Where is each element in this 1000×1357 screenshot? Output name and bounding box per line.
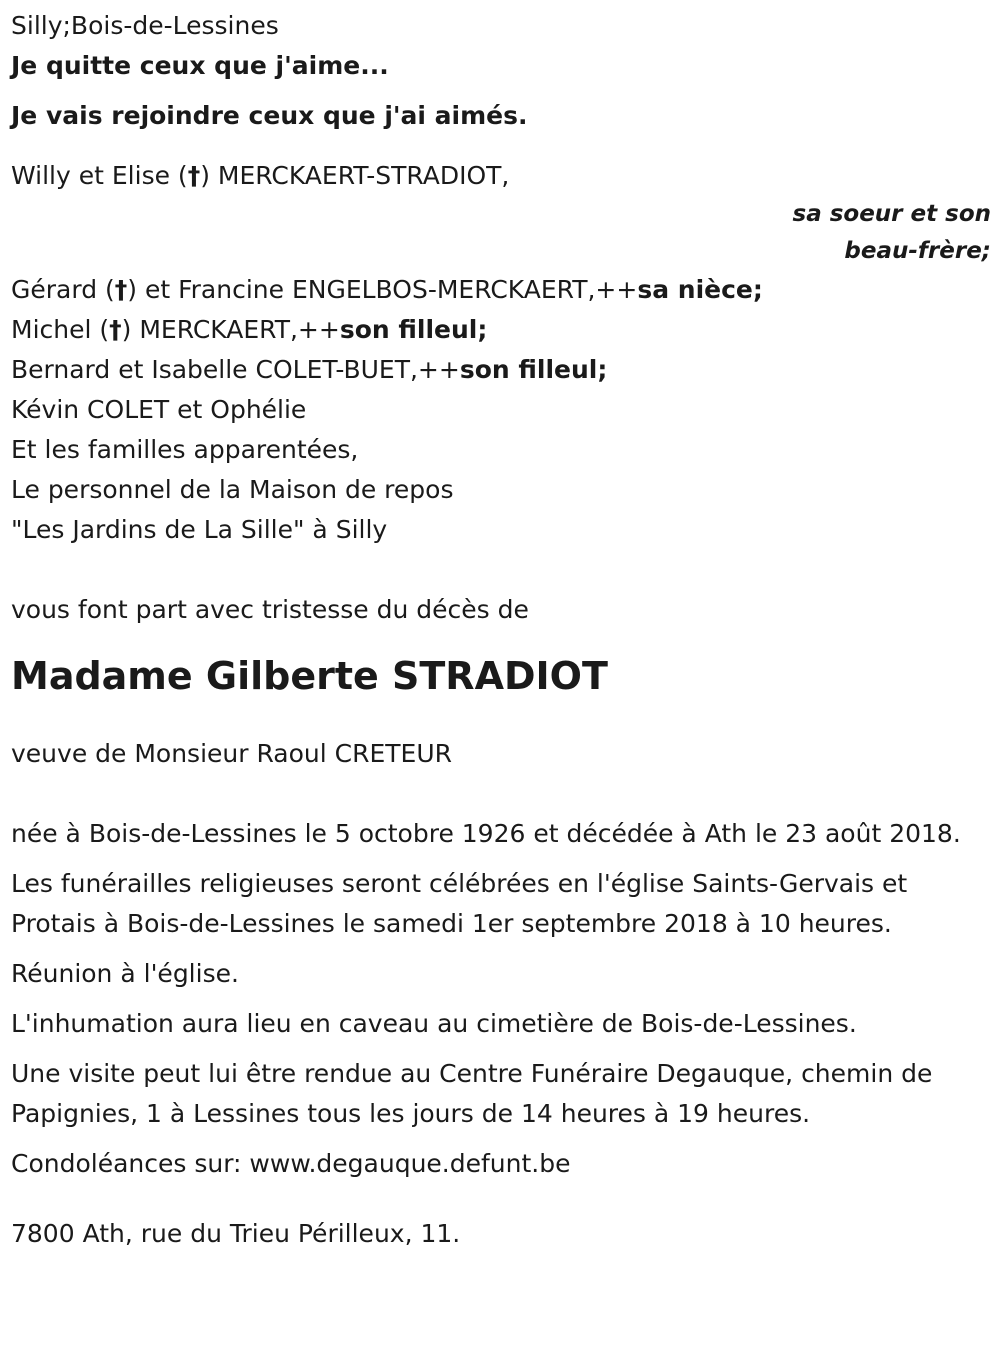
- member-name-post: ) et Francine ENGELBOS-MERCKAERT,++: [127, 275, 638, 304]
- funeral-details: Les funérailles religieuses seront célébrées en l'église Saints-Gervais et Protais à Bois-de-Lessines le samedi 1er septembre 2018 à 10 heures.: [11, 869, 908, 938]
- member-relation: sa nièce;: [637, 275, 763, 304]
- relation-line-1: sa soeur et son: [792, 201, 991, 227]
- relation-willy: [11, 196, 991, 270]
- member-name-pre: Willy et Elise (: [11, 161, 188, 190]
- staff-line-1: Le personnel de la Maison de repos: [11, 475, 454, 504]
- staff-line-2: "Les Jardins de La Sille" à Silly: [11, 515, 388, 544]
- announcement: vous font part avec tristesse du décès de: [11, 595, 529, 624]
- burial-details: L'inhumation aura lieu en caveau au cimetière de Bois-de-Lessines.: [11, 1009, 857, 1038]
- family-member-willy: [11, 156, 991, 196]
- family-member-bernard: [11, 350, 991, 390]
- family-member-michel: [11, 310, 991, 350]
- address-line: 7800 Ath, rue du Trieu Périlleux, 11.: [11, 1219, 461, 1248]
- family-member-gerard: [11, 270, 991, 310]
- motto-line-1: Je quitte ceux que j'aime...: [11, 51, 389, 80]
- location-header: Silly;Bois-de-Lessines: [11, 11, 279, 40]
- obituary-notice: [11, 6, 991, 1254]
- member-relation: son filleul;: [459, 355, 608, 384]
- member-name-post: ) MERCKAERT-STRADIOT,: [200, 161, 510, 190]
- cross-icon: †: [114, 275, 128, 304]
- cross-icon: †: [187, 161, 201, 190]
- spouse-line: veuve de Monsieur Raoul CRETEUR: [11, 739, 453, 768]
- deceased-name: Madame Gilberte STRADIOT: [11, 654, 608, 698]
- visit-details: Une visite peut lui être rendue au Centre Funéraire Degauque, chemin de Papignies, 1 à Lessines tous les jours de 14 heures à 19 heures.: [11, 1059, 933, 1128]
- member-name-pre: Gérard (: [11, 275, 115, 304]
- cross-icon: †: [109, 315, 122, 344]
- birth-death-details: née à Bois-de-Lessines le 5 octobre 1926 et décédée à Ath le 23 août 2018.: [11, 819, 961, 848]
- member-name: Bernard et Isabelle COLET-BUET,++: [11, 355, 460, 384]
- motto-line-2: Je vais rejoindre ceux que j'ai aimés.: [11, 101, 528, 130]
- member-name-pre: Michel (: [11, 315, 110, 344]
- member-relation: son filleul;: [339, 315, 488, 344]
- family-member-kevin: Kévin COLET et Ophélie: [11, 395, 307, 424]
- meeting-details: Réunion à l'église.: [11, 959, 239, 988]
- member-name-post: ) MERCKAERT,++: [121, 315, 340, 344]
- condolences-line: Condoléances sur: www.degauque.defunt.be: [11, 1149, 571, 1178]
- families-line: Et les familles apparentées,: [11, 435, 359, 464]
- relation-line-2: beau-frère;: [844, 238, 991, 264]
